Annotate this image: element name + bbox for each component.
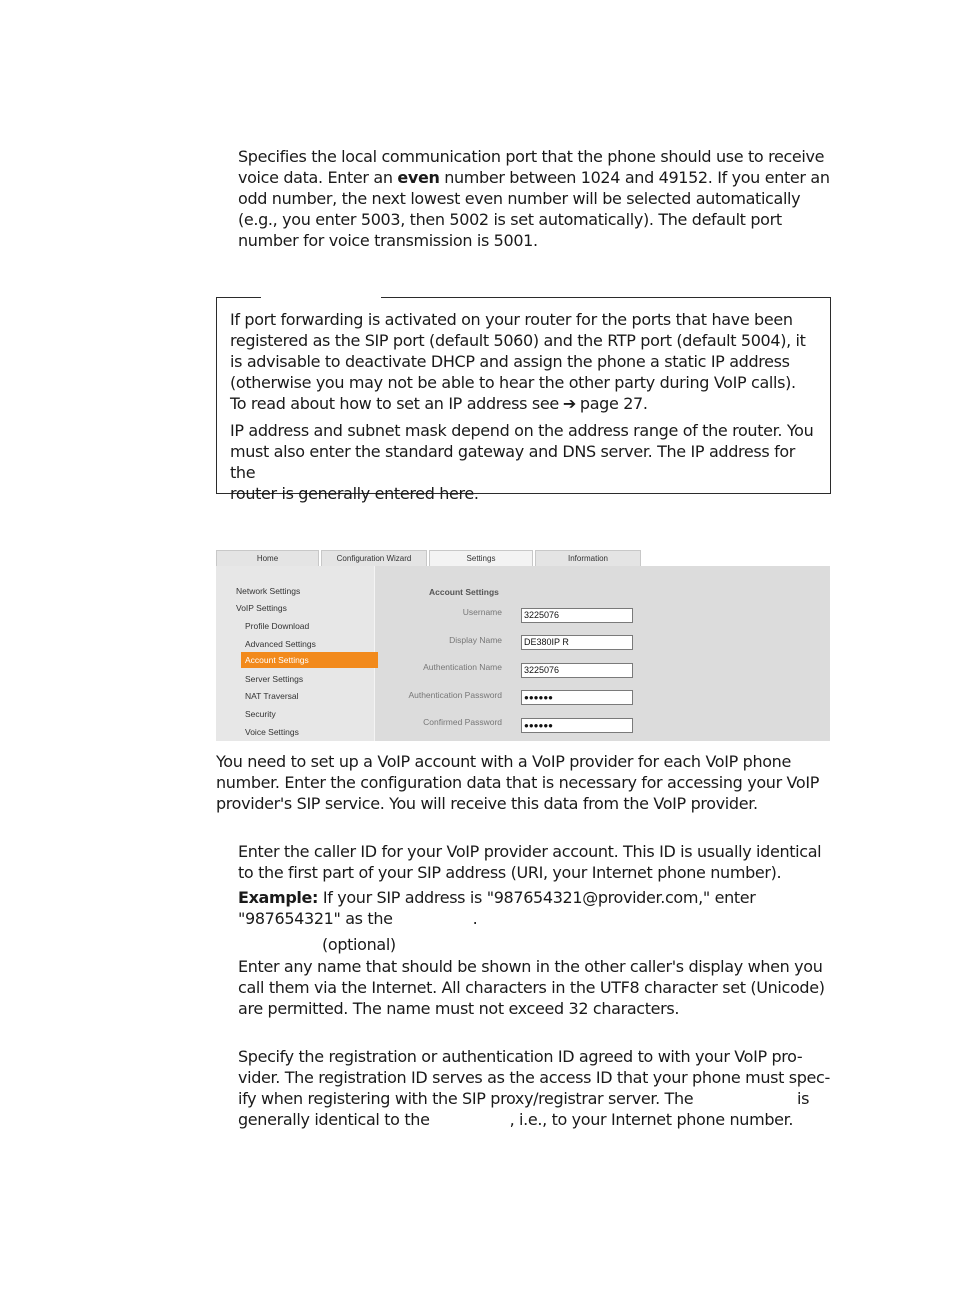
tab-settings[interactable]: Settings [429,550,533,566]
authentication-password-input[interactable]: ●●●●●● [521,690,633,705]
username-label: Username [462,607,502,617]
account-settings-form [375,566,830,741]
display-name-label: Display Name [449,635,502,645]
voip-account-intro: You need to set up a VoIP account with a VoIP provider for each VoIP phone number. Enter the configuration data that is necessary for accessing your VoIP provider's SIP service. You will receive this data from the VoIP provider. [216,752,819,813]
note-paragraph-2: IP address and subnet mask depend on the address range of the router. You must also enter the standard gateway and DNS server. The IP address for the router is generally entered here. [230,421,814,503]
authentication-name-label: Authentication Name [423,662,502,672]
sidebar-item-account-settings[interactable]: Account Settings [241,652,378,668]
authentication-name-description: Specify the registration or authentication ID agreed to with your VoIP pro- vider. The registration ID serves as the access ID that your phone must spec- ify when registering with the SIP proxy/registrar server. The is generally identical to the , i.e., to your Internet phone number. [238,1047,830,1129]
authentication-password-label: Authentication Password [408,690,502,700]
settings-panel [216,566,830,741]
sidebar-item-voip-settings[interactable]: VoIP Settings [236,603,287,613]
note-title-gap [261,296,381,300]
note-paragraph-1: If port forwarding is activated on your router for the ports that have been registered as the SIP port (default 5060) and the RTP port (default 5004), it is advisable to deactivate DHCP and assign the phone a static IP address (otherwise you may not be able to hear the other party during VoIP calls). To read about how to set an IP address see ➔ page 27. [230,310,806,413]
confirmed-password-input[interactable]: ●●●●●● [521,718,633,733]
display-name-optional: (optional) [322,935,396,954]
authentication-name-input[interactable]: 3225076 [521,663,633,678]
sidebar-item-advanced-settings[interactable]: Advanced Settings [245,639,316,649]
text-line: (e.g., you enter 5003, then 5002 is set automatically). The default port [238,210,782,229]
username-input[interactable]: 3225076 [521,608,633,623]
text-line: Specifies the local communication port that the phone should use to receive [238,147,825,166]
display-name-input[interactable]: DE380IP R [521,635,633,650]
tab-configuration-wizard[interactable]: Configuration Wizard [321,550,427,566]
text-line: odd number, the next lowest even number will be selected automatically [238,189,801,208]
tab-home[interactable]: Home [216,550,319,566]
account-settings-screenshot [216,549,830,741]
sidebar-item-nat-traversal[interactable]: NAT Traversal [245,691,299,701]
note-box [216,297,831,503]
page-reference-link[interactable]: page 27. [579,394,648,413]
sidebar-item-security[interactable]: Security [245,709,276,719]
sidebar-item-network-settings[interactable]: Network Settings [236,586,301,596]
sidebar [216,566,375,741]
text-line: voice data. Enter an even number between 1024 and 49152. If you enter an [238,168,830,187]
section-title: Account Settings [429,587,499,597]
arrow-right-icon: ➔ [562,394,576,413]
sidebar-item-voice-settings[interactable]: Voice Settings [245,727,299,737]
display-name-description: Enter any name that should be shown in the other caller's display when you call them via the Internet. All characters in the UTF8 character set (Unicode) are permitted. The name must not exceed 32 characters. [238,957,825,1018]
sidebar-item-profile-download[interactable]: Profile Download [245,621,310,631]
confirmed-password-label: Confirmed Password [423,717,502,727]
sidebar-item-server-settings[interactable]: Server Settings [245,674,304,684]
tab-bar [216,549,830,566]
text-line: number for voice transmission is 5001. [238,231,538,250]
tab-information[interactable]: Information [535,550,641,566]
username-description: Enter the caller ID for your VoIP provider account. This ID is usually identical to the first part of your SIP address (URI, your Internet phone number). Example: If your SIP address is "987654321@provider.com," enter "987654321" as the . [238,842,822,928]
rtp-port-description [238,146,838,251]
